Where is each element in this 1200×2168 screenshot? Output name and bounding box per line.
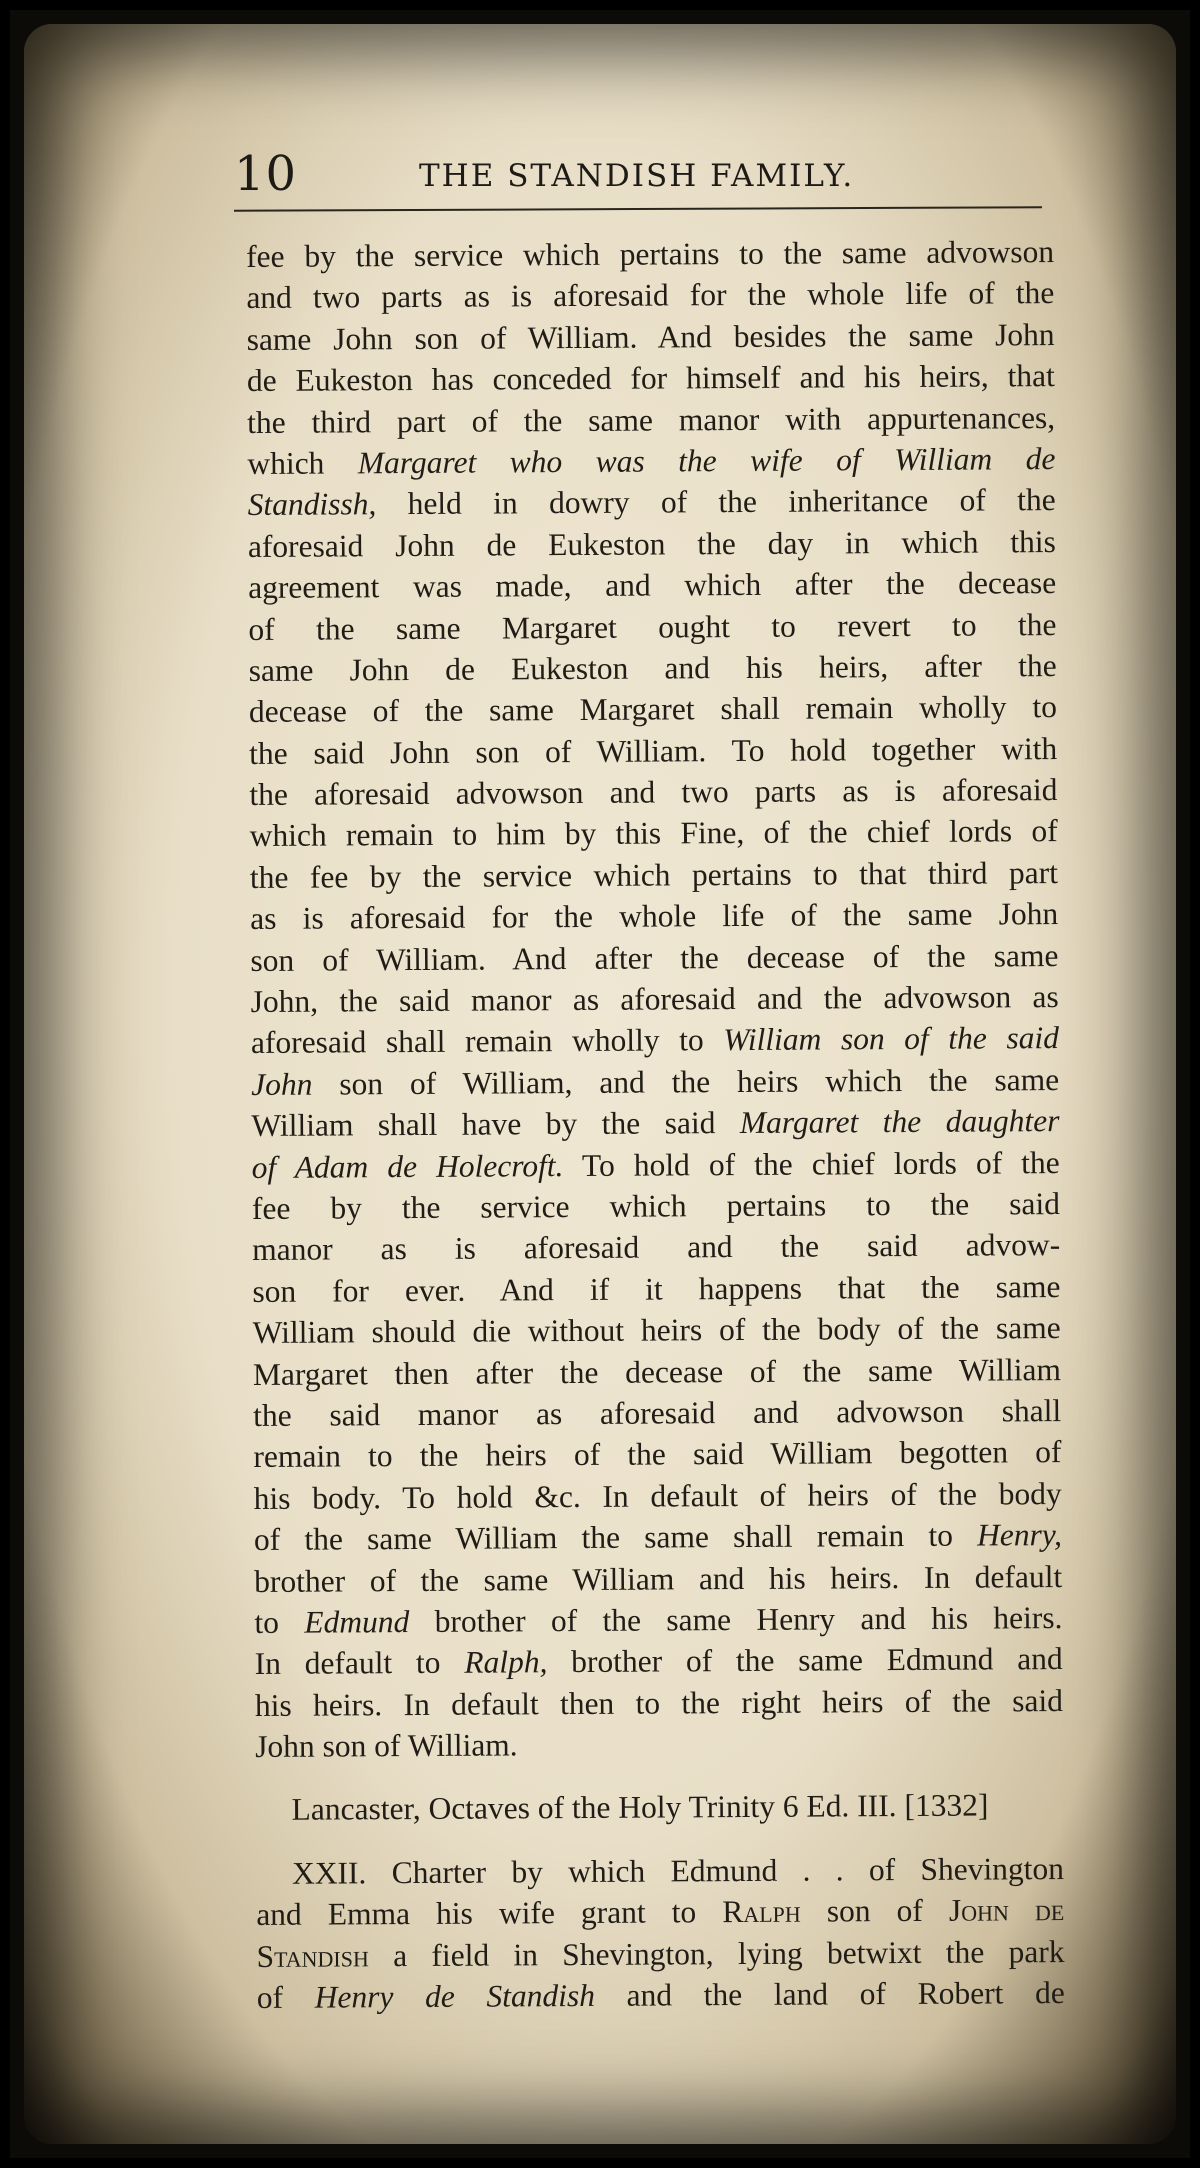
- text-line: of the same Margaret ought to revert to the: [248, 606, 1057, 647]
- italic-name: John: [251, 1066, 313, 1102]
- text-line: son for ever. And if it happens that the same: [252, 1268, 1061, 1309]
- text-line: the aforesaid advowson and two parts as is aforesaid: [249, 772, 1058, 813]
- page-number: 10: [234, 146, 298, 202]
- text-line: which remain to him by this Fine, of the chief lords of: [249, 813, 1058, 854]
- small-caps-name: Standish: [256, 1937, 369, 1974]
- text-line: the said manor as aforesaid and advowson shall: [253, 1392, 1062, 1433]
- text-line: John son of William.: [255, 1727, 518, 1765]
- text-line: the said John son of William. To hold together with: [249, 730, 1058, 771]
- text-line: his body. To hold &c. In default of heirs of the body: [253, 1475, 1062, 1516]
- charter-line: Standish a field in Shevington, lying betwixt the park: [256, 1933, 1065, 1974]
- text-line: William should die without heirs of the body of the same: [252, 1310, 1061, 1351]
- page-header: [234, 146, 1044, 214]
- charter-line: and Emma his wife grant to Ralph son of John de: [256, 1892, 1065, 1933]
- italic-name: Margaret the daughter: [739, 1103, 1060, 1141]
- small-caps-name: Ralph: [722, 1893, 801, 1930]
- text-line: Margaret then after the decease of the same William: [252, 1351, 1062, 1392]
- text-line: which Margaret who was the wife of William de: [247, 441, 1056, 481]
- body-text: [246, 231, 1065, 2018]
- italic-name: Margaret who was the wife of William de: [357, 441, 1056, 481]
- text-line: aforesaid John de Eukeston the day in which this: [247, 523, 1056, 564]
- italic-name: of Adam de Holecroft.: [251, 1147, 564, 1185]
- italic-name: Standissh,: [247, 486, 377, 523]
- text-line: fee by the service which pertains to the same advowson: [246, 234, 1055, 274]
- text-line: and two parts as is aforesaid for the whole life of the: [246, 275, 1055, 316]
- text-line: to Edmund brother of the same Henry and his heirs.: [254, 1599, 1063, 1640]
- text-line: John, the said manor as aforesaid and the advowson as: [250, 979, 1059, 1020]
- italic-name: Henry,: [976, 1517, 1063, 1553]
- text-line: aforesaid shall remain wholly to William son of the said: [250, 1020, 1060, 1061]
- page-frame: [10, 10, 1190, 2158]
- text-line: William shall have by the said Margaret the daughter: [251, 1103, 1060, 1144]
- text-line: remain to the heirs of the said William begotten of: [253, 1434, 1062, 1475]
- text-line: decease of the same Margaret shall remain wholly to: [248, 689, 1057, 730]
- text-line: his heirs. In default then to the right heirs of the said: [254, 1682, 1064, 1723]
- text-line: brother of the same William and his heirs. In default: [254, 1558, 1063, 1599]
- text-line: In default to Ralph, brother of the same Edmund and: [254, 1641, 1063, 1682]
- italic-name: Ralph,: [464, 1644, 548, 1680]
- italic-name: William son of the said: [723, 1020, 1060, 1058]
- running-head: THE STANDISH FAMILY.: [419, 158, 855, 194]
- charter-line: XXII. Charter by which Edmund . . of Shevington: [291, 1850, 1065, 1891]
- text-line: the fee by the service which pertains to that third part: [249, 854, 1059, 895]
- text-line: John son of William, and the heirs which the same: [251, 1061, 1060, 1102]
- text-line: manor as is aforesaid and the said advow-: [252, 1227, 1061, 1268]
- text-line: fee by the service which pertains to the said: [251, 1186, 1061, 1226]
- text-line: of Adam de Holecroft. To hold of the chief lords of the: [251, 1144, 1060, 1185]
- text-line: same John son of William. And besides the same John: [246, 316, 1055, 357]
- charter-line: of Henry de Standish and the land of Robert de: [256, 1975, 1065, 2015]
- dateline: Lancaster, Octaves of the Holy Trinity 6 Ed. III. [1332]: [291, 1787, 989, 1828]
- text-line: of the same William the same shall remain to Henry,: [253, 1517, 1063, 1558]
- italic-name: Edmund: [304, 1603, 410, 1640]
- text-line: Standissh, held in dowry of the inheritance of the: [247, 482, 1056, 523]
- text-line: as is aforesaid for the whole life of the same John: [250, 896, 1059, 937]
- text-line: son of William. And after the decease of the same: [250, 937, 1059, 978]
- text-line: de Eukeston has conceded for himself and his heirs, that: [246, 358, 1055, 399]
- text-line: same John de Eukeston and his heirs, after the: [248, 647, 1057, 688]
- text-line: agreement was made, and which after the decease: [248, 565, 1057, 606]
- book-page: [24, 24, 1176, 2144]
- text-line: the third part of the same manor with appurtenances,: [247, 399, 1056, 440]
- small-caps-name: John de: [948, 1892, 1065, 1928]
- italic-name: Henry de Standish: [314, 1977, 596, 2015]
